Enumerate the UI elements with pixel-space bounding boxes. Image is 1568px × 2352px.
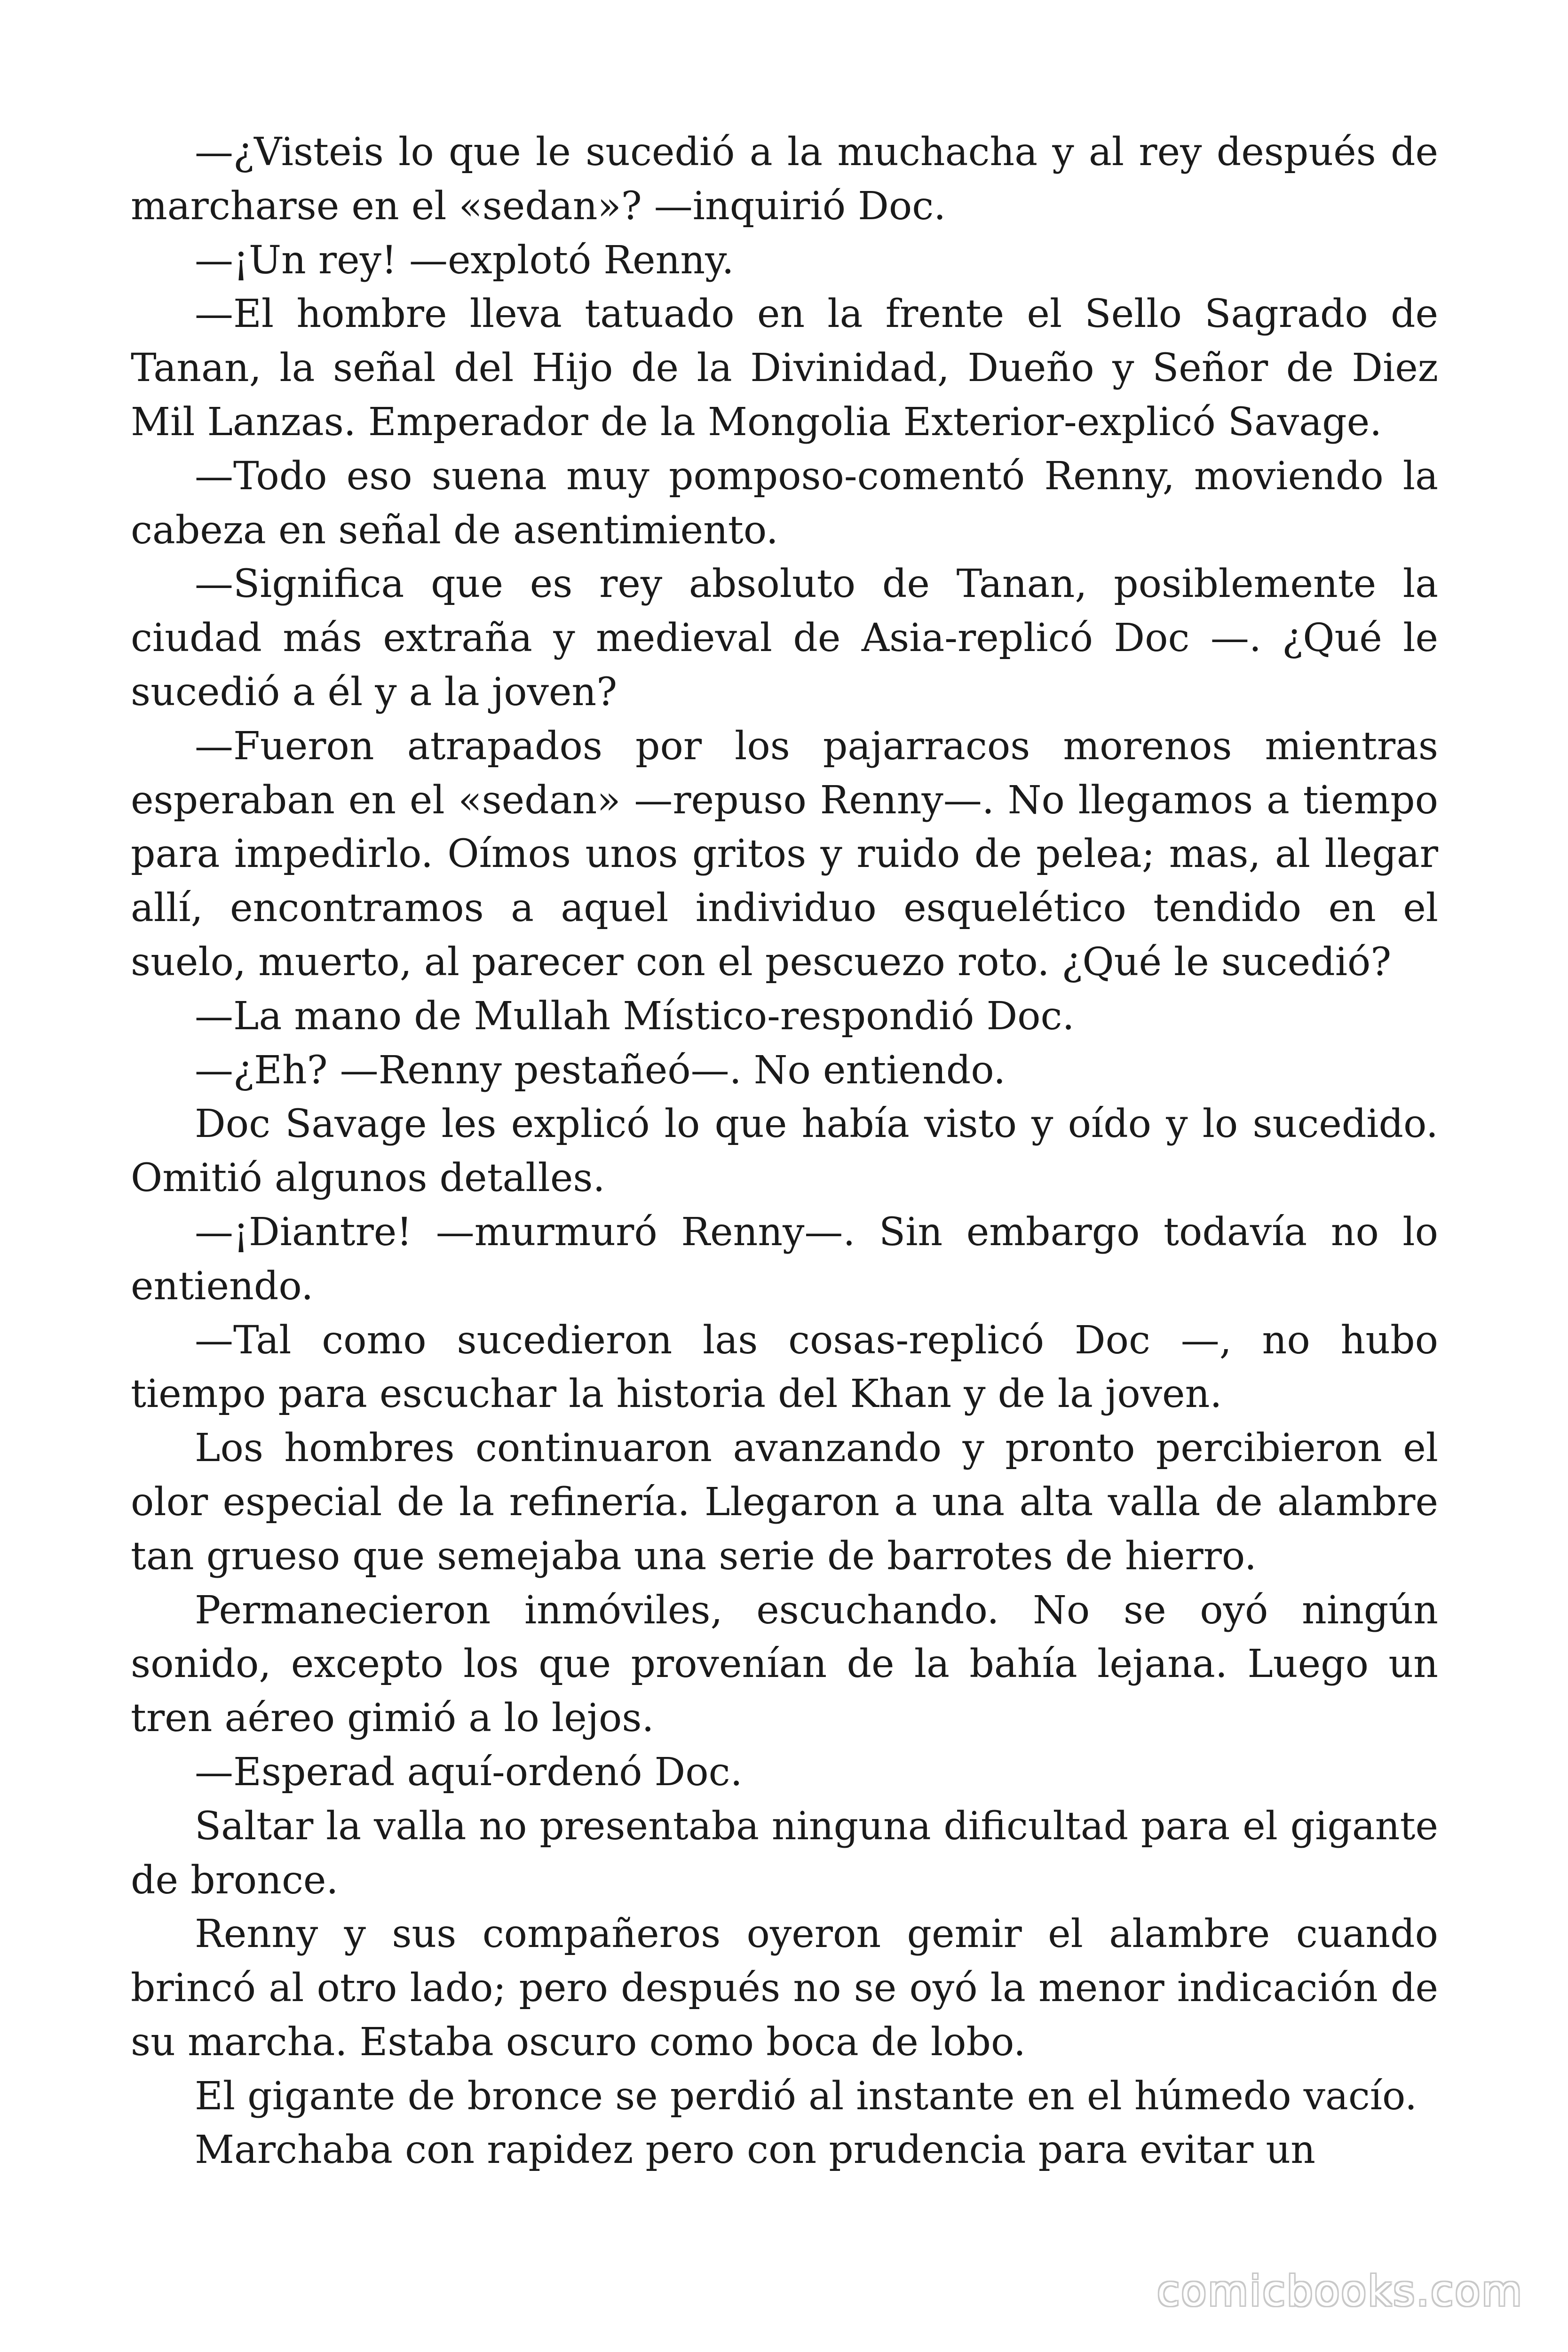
paragraph: —¿Visteis lo que le sucedió a la muchacha y al rey después de marcharse en el «sedan»? —inquirió Doc. [131,130,1438,229]
paragraph: —Esperad aquí-ordenó Doc. [195,1749,743,1795]
watermark-logo: comicbooks.com [1156,2267,1523,2315]
paragraph: Renny y sus compañeros oyeron gemir el alambre cuando brincó al otro lado; pero después no se oyó la menor indicación de su marcha. Estaba oscuro como boca de lobo. [131,1912,1438,2065]
paragraph: —La mano de Mullah Místico-respondió Doc. [195,993,1075,1039]
paragraph: Permanecieron inmóviles, escuchando. No se oyó ningún sonido, excepto los que provenían de la bahía lejana. Luego un tren aéreo gimió a lo lejos. [131,1588,1438,1741]
paragraph: —Fueron atrapados por los pajarracos morenos mientras esperaban en el «sedan» —repuso Renny—. No llegamos a tiempo para impedirlo. Oímos unos gritos y ruido de pelea; mas, al llegar allí, encontramos a aquel individuo esquelético tendido en el suelo, muerto, al parecer con el pescuezo roto. ¿Qué le sucedió? [131,723,1438,985]
paragraph: —El hombre lleva tatuado en la frente el Sello Sagrado de Tanan, la señal del Hijo de la Divinidad, Dueño y Señor de Diez Mil Lanzas. Emperador de la Mongolia Exterior-explicó Savage. [131,292,1438,445]
book-page-text [131,126,1438,2177]
paragraph: —Tal como sucedieron las cosas-replicó Doc —, no hubo tiempo para escuchar la historia del Khan y de la joven. [131,1318,1438,1417]
paragraph: —¿Eh? —Renny pestañeó—. No entiendo. [195,1048,1006,1093]
paragraph: Doc Savage les explicó lo que había visto y oído y lo sucedido. Omitió algunos detalles. [131,1102,1438,1201]
paragraph: —Todo eso suena muy pomposo-comentó Renny, moviendo la cabeza en señal de asentimiento. [131,453,1438,553]
paragraph: El gigante de bronce se perdió al instante en el húmedo vacío. [195,2074,1418,2119]
paragraph: Marchaba con rapidez pero con prudencia para evitar un [195,2128,1315,2173]
paragraph: —¡Un rey! —explotó Renny. [195,238,734,283]
paragraph: —¡Diantre! —murmuró Renny—. Sin embargo todavía no lo entiendo. [131,1209,1438,1309]
paragraph: Saltar la valla no presentaba ninguna dificultad para el gigante de bronce. [131,1804,1438,1903]
paragraph: Los hombres continuaron avanzando y pronto percibieron el olor especial de la refinería. Llegaron a una alta valla de alambre tan grueso que semejaba una serie de barrotes de hierro. [131,1426,1438,1579]
paragraph: —Significa que es rey absoluto de Tanan, posiblemente la ciudad más extraña y medieval de Asia-replicó Doc —. ¿Qué le sucedió a él y a la joven? [131,562,1438,715]
